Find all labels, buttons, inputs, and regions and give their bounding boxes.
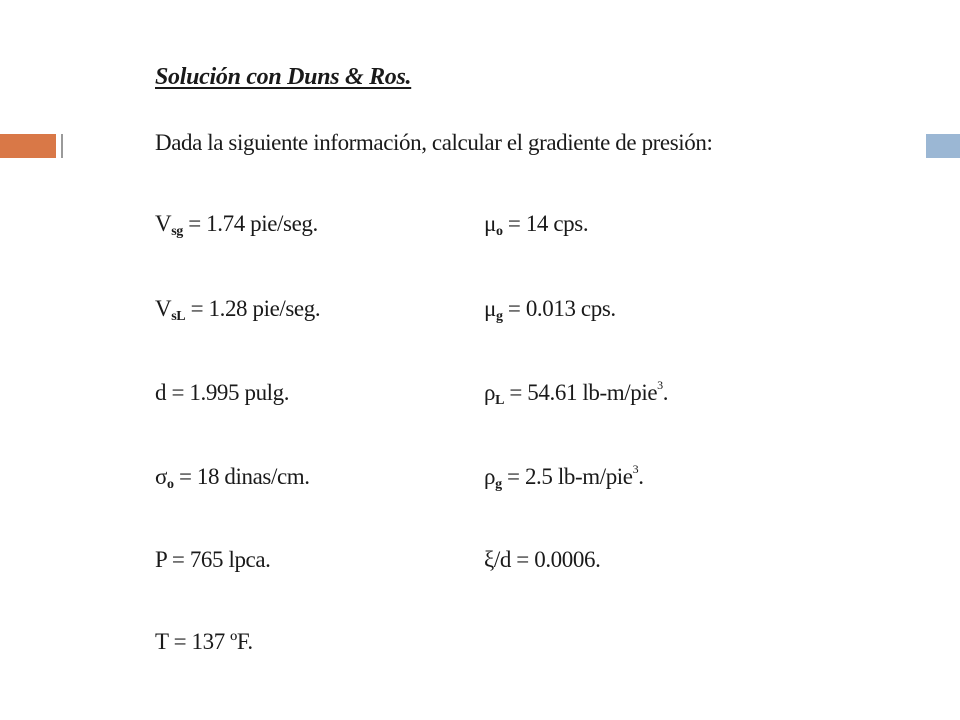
param-rho-l-value: = 54.61 lb-m/pie [504, 380, 658, 405]
param-pressure-symbol: P [155, 547, 167, 572]
param-pressure [155, 547, 271, 573]
param-rho-l-superscript: 3 [657, 378, 663, 392]
param-rho-g [484, 464, 644, 490]
param-vsl [155, 296, 320, 322]
param-mu-g-value: = 0.013 cps. [502, 296, 616, 321]
intro-text: Dada la siguiente información, calcular el gradiente de presión: [155, 130, 713, 155]
param-mu-o-symbol: μ [484, 211, 496, 236]
param-diameter-symbol: d [155, 380, 167, 405]
param-temperature [155, 629, 253, 655]
param-sigma-o-subscript: o [167, 477, 174, 492]
param-diameter-value: = 1.995 pulg. [166, 380, 290, 405]
param-vsg-subscript: sg [171, 224, 183, 239]
param-vsg [155, 211, 318, 237]
param-roughness-symbol: ξ/d [484, 547, 511, 572]
accent-bar-right [926, 134, 960, 158]
param-vsl-symbol: V [155, 296, 172, 321]
param-mu-o-subscript: o [495, 224, 503, 239]
param-mu-g-subscript: g [495, 309, 503, 324]
param-diameter [155, 380, 289, 406]
param-mu-o [484, 211, 588, 237]
param-roughness-value: = 0.0006. [510, 547, 601, 572]
param-sigma-o-symbol: σ [155, 464, 167, 489]
param-rho-g-subscript: g [495, 477, 502, 492]
param-rho-l [484, 380, 668, 406]
param-mu-o-value: = 14 cps. [502, 211, 589, 236]
param-pressure-value: = 765 lpca. [166, 547, 271, 572]
param-rho-g-symbol: ρ [484, 464, 496, 489]
param-rho-g-superscript: 3 [632, 462, 639, 476]
param-temperature-symbol: T [155, 629, 169, 654]
param-rho-g-end: . [638, 464, 644, 489]
param-roughness [484, 547, 600, 573]
param-rho-l-subscript: L [495, 393, 505, 408]
param-mu-g-symbol: μ [484, 296, 496, 321]
param-rho-l-end: . [662, 380, 669, 405]
param-rho-g-value: = 2.5 lb-m/pie [501, 464, 633, 489]
param-vsl-subscript: sL [171, 309, 186, 324]
param-vsg-symbol: V [155, 211, 172, 236]
param-sigma-o-value: = 18 dinas/cm. [173, 464, 310, 489]
param-vsg-value: = 1.74 pie/seg. [182, 211, 318, 236]
accent-tick-left [61, 134, 63, 158]
accent-bar-left [0, 134, 56, 158]
param-mu-g [484, 296, 616, 322]
param-rho-l-symbol: ρ [484, 380, 496, 405]
param-vsl-value: = 1.28 pie/seg. [185, 296, 321, 321]
slide-title: Solución con Duns & Ros. [155, 64, 412, 90]
param-sigma-o [155, 464, 310, 490]
param-temperature-value: = 137 ºF. [168, 629, 253, 654]
